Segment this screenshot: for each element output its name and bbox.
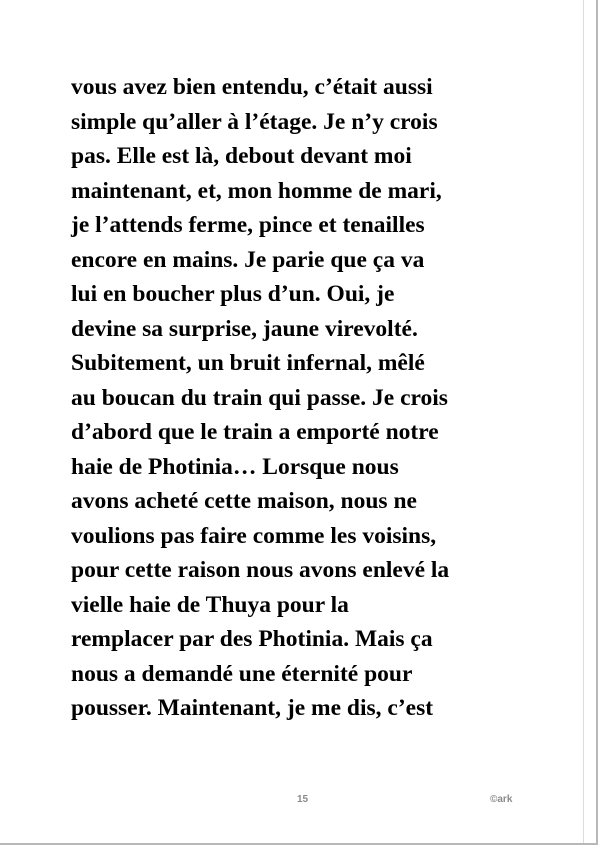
text-line: pousser. Maintenant, je me dis, c’est (71, 695, 434, 721)
text-line: simple qu’aller à l’étage. Je n’y crois (71, 108, 438, 135)
text-line: devine sa surprise, jaune virevolté. (71, 315, 418, 342)
text-line: pour cette raison nous avons enlevé la (71, 557, 450, 583)
text-line: remplacer par des Photinia. Mais ça (71, 626, 433, 652)
text-line: je l’attends ferme, pince et tenailles (71, 212, 425, 238)
body-text (71, 70, 541, 726)
page-number: 15 (297, 794, 309, 805)
text-line: pas. Elle est là, debout devant moi (71, 143, 412, 169)
text-line: d’abord que le train a emporté notre (71, 419, 439, 445)
text-line: voulions pas faire comme les voisins, (71, 522, 437, 549)
text-line: vous avez bien entendu, c’était aussi (71, 74, 433, 100)
text-line: haie de Photinia… Lorsque nous (71, 453, 399, 480)
text-line: avons acheté cette maison, nous ne (71, 488, 417, 514)
text-line: lui en boucher plus d’un. Oui, je (71, 281, 395, 307)
text-line: au boucan du train qui passe. Je crois (71, 384, 448, 411)
text-line: Subitement, un bruit infernal, mêlé (71, 350, 425, 376)
text-line: maintenant, et, mon homme de mari, (71, 177, 442, 204)
copyright-mark: ©ark (490, 794, 513, 805)
text-line: vielle haie de Thuya pour la (71, 591, 349, 618)
text-line: encore en mains. Je parie que ça va (71, 246, 425, 273)
page-edge-line (583, 0, 584, 843)
text-line: nous a demandé une éternité pour (71, 660, 413, 687)
